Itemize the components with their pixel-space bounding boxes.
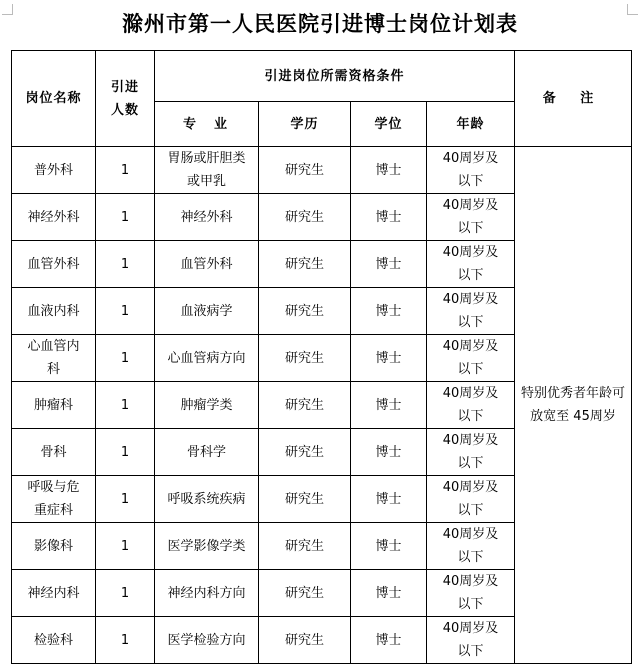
cell-degree: 博士 xyxy=(351,335,427,382)
cell-education: 研究生 xyxy=(259,335,351,382)
cell-degree: 博士 xyxy=(351,147,427,194)
cell-major: 医学影像学类 xyxy=(155,523,259,570)
cell-major: 神经内科方向 xyxy=(155,570,259,617)
cell-position: 心血管内科 xyxy=(12,335,96,382)
cell-position: 骨科 xyxy=(12,429,96,476)
cell-education: 研究生 xyxy=(259,382,351,429)
cell-degree: 博士 xyxy=(351,194,427,241)
cell-position: 神经外科 xyxy=(12,194,96,241)
header-remarks: 备 注 xyxy=(515,51,632,147)
cell-degree: 博士 xyxy=(351,476,427,523)
cell-age: 40周岁及以下 xyxy=(427,288,515,335)
header-position: 岗位名称 xyxy=(12,51,96,147)
cell-education: 研究生 xyxy=(259,476,351,523)
table-row xyxy=(12,147,632,194)
cell-count: 1 xyxy=(96,241,155,288)
cell-remark: 特别优秀者年龄可放宽至 45周岁 xyxy=(515,147,632,664)
cell-count: 1 xyxy=(96,570,155,617)
cell-education: 研究生 xyxy=(259,617,351,664)
cell-major: 医学检验方向 xyxy=(155,617,259,664)
cell-education: 研究生 xyxy=(259,523,351,570)
header-education: 学历 xyxy=(259,102,351,147)
header-major: 专 业 xyxy=(155,102,259,147)
cell-count: 1 xyxy=(96,617,155,664)
cell-age: 40周岁及以下 xyxy=(427,617,515,664)
cell-age: 40周岁及以下 xyxy=(427,194,515,241)
recruitment-plan-table xyxy=(11,50,632,664)
cell-major: 血液病学 xyxy=(155,288,259,335)
cell-degree: 博士 xyxy=(351,617,427,664)
cell-major: 胃肠或肝胆类或甲乳 xyxy=(155,147,259,194)
cell-count: 1 xyxy=(96,523,155,570)
cell-major: 骨科学 xyxy=(155,429,259,476)
cell-count: 1 xyxy=(96,194,155,241)
cell-major: 呼吸系统疾病 xyxy=(155,476,259,523)
header-count: 引进人数 xyxy=(96,51,155,147)
cell-position: 血管外科 xyxy=(12,241,96,288)
cell-position: 检验科 xyxy=(12,617,96,664)
page-title: 滁州市第一人民医院引进博士岗位计划表 xyxy=(122,11,518,36)
cell-degree: 博士 xyxy=(351,382,427,429)
cell-major: 血管外科 xyxy=(155,241,259,288)
cell-position: 血液内科 xyxy=(12,288,96,335)
cell-count: 1 xyxy=(96,382,155,429)
header-age: 年龄 xyxy=(427,102,515,147)
cell-major: 肿瘤学类 xyxy=(155,382,259,429)
cell-education: 研究生 xyxy=(259,429,351,476)
cell-position: 影像科 xyxy=(12,523,96,570)
cell-age: 40周岁及以下 xyxy=(427,241,515,288)
cell-position: 神经内科 xyxy=(12,570,96,617)
cell-age: 40周岁及以下 xyxy=(427,570,515,617)
table-body xyxy=(12,147,632,664)
cell-major: 神经外科 xyxy=(155,194,259,241)
cell-count: 1 xyxy=(96,476,155,523)
cell-education: 研究生 xyxy=(259,194,351,241)
cell-degree: 博士 xyxy=(351,241,427,288)
cell-count: 1 xyxy=(96,147,155,194)
cell-position: 普外科 xyxy=(12,147,96,194)
cell-degree: 博士 xyxy=(351,429,427,476)
cell-education: 研究生 xyxy=(259,570,351,617)
cell-degree: 博士 xyxy=(351,523,427,570)
header-requirements: 引进岗位所需资格条件 xyxy=(155,51,515,102)
cell-age: 40周岁及以下 xyxy=(427,523,515,570)
header-degree: 学位 xyxy=(351,102,427,147)
cell-count: 1 xyxy=(96,335,155,382)
cell-age: 40周岁及以下 xyxy=(427,147,515,194)
cell-age: 40周岁及以下 xyxy=(427,429,515,476)
cell-count: 1 xyxy=(96,429,155,476)
cell-position: 呼吸与危重症科 xyxy=(12,476,96,523)
cell-education: 研究生 xyxy=(259,288,351,335)
cell-education: 研究生 xyxy=(259,241,351,288)
cell-position: 肿瘤科 xyxy=(12,382,96,429)
cell-degree: 博士 xyxy=(351,570,427,617)
cell-major: 心血管病方向 xyxy=(155,335,259,382)
cell-age: 40周岁及以下 xyxy=(427,476,515,523)
cell-age: 40周岁及以下 xyxy=(427,335,515,382)
cell-education: 研究生 xyxy=(259,147,351,194)
cell-count: 1 xyxy=(96,288,155,335)
cell-degree: 博士 xyxy=(351,288,427,335)
cell-age: 40周岁及以下 xyxy=(427,382,515,429)
